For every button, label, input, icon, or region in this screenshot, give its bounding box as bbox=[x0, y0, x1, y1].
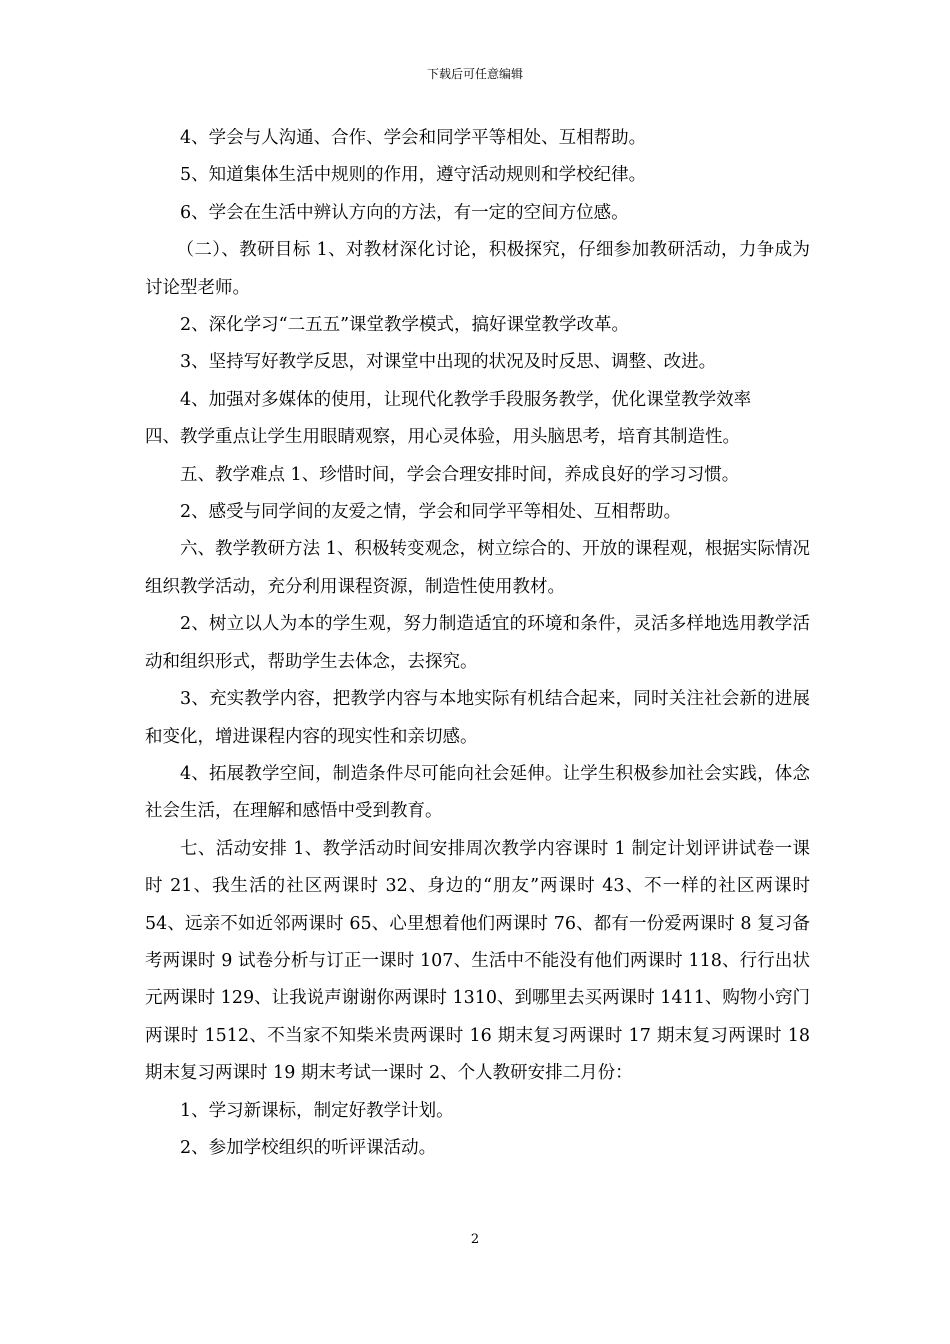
paragraph: 五、教学难点 1、珍惜时间，学会合理安排时间，养成良好的学习习惯。 bbox=[180, 464, 740, 485]
paragraph: 3、坚持写好教学反思，对课堂中出现的状况及时反思、调整、改进。 bbox=[180, 352, 717, 373]
paragraph: 4、学会与人沟通、合作、学会和同学平等相处、互相帮助。 bbox=[180, 128, 647, 148]
paragraph: 七、活动安排 1、教学活动时间安排周次教学内容课时 1 制定计划评讲试卷一课时 21、我生活的社区两课时 32、身边的“朋友”两课时 43、不一样的社区两课时 54、远亲不如近邻两课时 65、心里想着他们两课时 76、都有一份爱两课时 8 复习备考两课时 9 试卷分析与订正一课时 107、生活中不能没有他们两课时 118、行行出状元两课时 129、让我说声谢谢你两课时 1310、到哪里去买两课时 1411、购物小窍门两课时 1512、不当家不知柴米贵两课时 16 期末复习两课时 17 期末复习两课时 18 期末复习两课时 19 期末考试一课时 2、个人教研安排二月份： bbox=[145, 838, 810, 1084]
paragraph: 2、深化学习“二五五”课堂教学模式，搞好课堂教学改革。 bbox=[180, 315, 630, 336]
paragraph: 3、充实教学内容，把教学内容与本地实际有机结合起来，同时关注社会新的进展和变化，增进课程内容的现实性和亲切感。 bbox=[145, 689, 810, 747]
paragraph: 2、参加学校组织的听评课活动。 bbox=[180, 1137, 437, 1158]
paragraph: 六、教学教研方法 1、积极转变观念，树立综合的、开放的课程观，根据实际情况组织教学活动，充分利用课程资源，制造性使用教材。 bbox=[145, 539, 810, 597]
paragraph: （二）、教研目标 1、对教材深化讨论，积极探究，仔细参加教研活动，力争成为讨论型老师。 bbox=[145, 240, 810, 298]
document-body bbox=[145, 120, 810, 1167]
paragraph: 2、感受与同学间的友爱之情，学会和同学平等相处、互相帮助。 bbox=[180, 502, 682, 523]
paragraph: 2、树立以人为本的学生观，努力制造适宜的环境和条件，灵活多样地选用教学活动和组织形式，帮助学生去体念，去探究。 bbox=[145, 614, 810, 672]
paragraph: 4、拓展教学空间，制造条件尽可能向社会延伸。让学生积极参加社会实践，体念社会生活，在理解和感悟中受到教育。 bbox=[145, 763, 810, 822]
paragraph: 6、学会在生活中辨认方向的方法，有一定的空间方位感。 bbox=[180, 202, 629, 223]
page-number: 2 bbox=[470, 1232, 480, 1247]
paragraph: 5、知道集体生活中规则的作用，遵守活动规则和学校纪律。 bbox=[180, 165, 647, 186]
paragraph: 四、教学重点让学生用眼睛观察，用心灵体验，用头脑思考，培育其制造性。 bbox=[145, 427, 740, 448]
paragraph: 4、加强对多媒体的使用，让现代化教学手段服务教学，优化课堂教学效率 bbox=[180, 389, 752, 410]
paragraph: 1、学习新课标，制定好教学计划。 bbox=[180, 1100, 454, 1121]
page-header: 下载后可任意编辑 bbox=[426, 67, 523, 81]
